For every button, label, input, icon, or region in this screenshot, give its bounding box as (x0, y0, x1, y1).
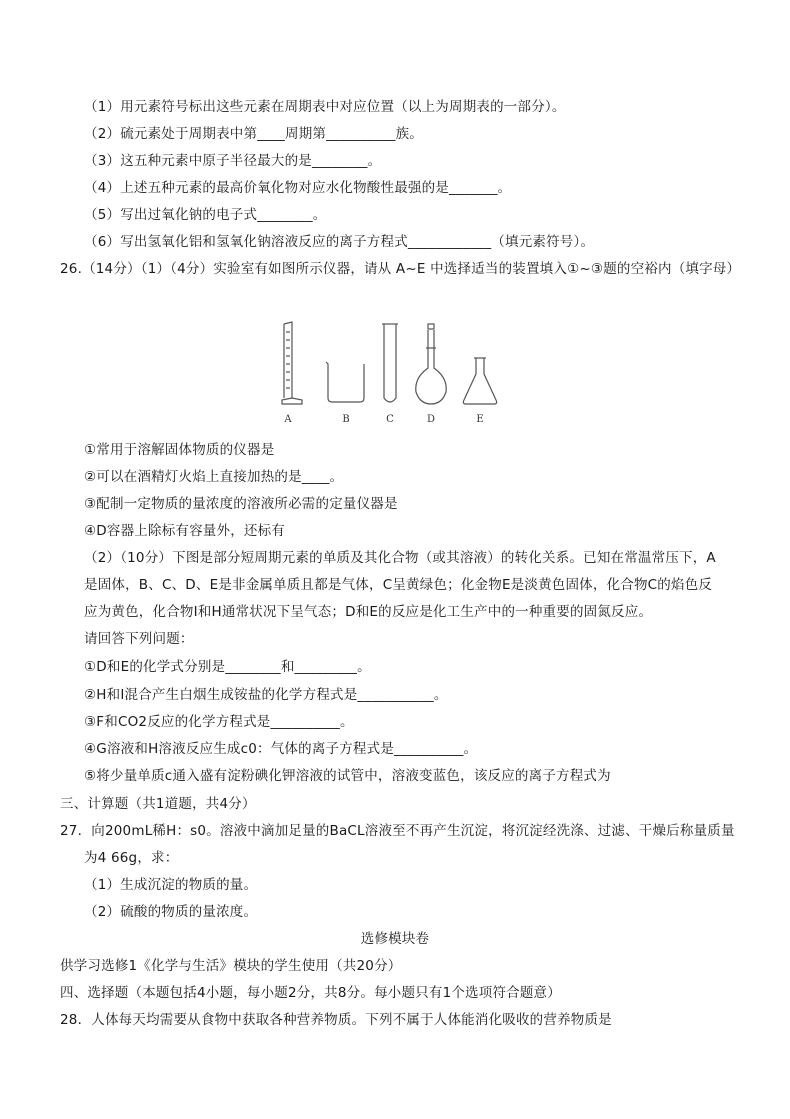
q26-1-item-3: ③配制一定物质的量浓度的溶液所必需的定量仪器是 (84, 496, 398, 512)
test-tube-icon (382, 324, 398, 402)
q26-2-question-4: ④G溶液和H溶液反应生成c0：气体的离子方程式是__________。 (84, 741, 478, 757)
q26-1-item-4: ④D容器上除标有容量外，还标有 (84, 523, 285, 539)
lab-instruments-illustration (280, 318, 510, 428)
q25-part-6: （6）写出氢氧化铝和氢氧化钠溶液反应的离子方程式____________（填元素符号）。 (84, 234, 595, 250)
beaker-icon (326, 362, 364, 402)
q25-part-2: （2）硫元素处于周期表中第____周期第__________族。 (84, 126, 423, 142)
section-3-title: 三、计算题（共1道题，共4分） (60, 796, 256, 812)
q26-2-question-2: ②H和I混合产生白烟生成铵盐的化学方程式是___________。 (84, 687, 448, 703)
q26-2-question-1: ①D和E的化学式分别是________和_________。 (84, 659, 371, 675)
q26-2-text-4: 请回答下列问题： (84, 631, 194, 647)
q25-part-4: （4）上述五种元素的最高价氧化物对应水化物酸性最强的是_______。 (84, 180, 512, 196)
graduated-cylinder-icon (282, 322, 302, 404)
q26-1-item-2: ②可以在酒精灯火焰上直接加热的是____。 (84, 469, 344, 485)
q25-part-3: （3）这五种元素中原子半径最大的是________。 (84, 153, 382, 169)
figure-label-d: D (426, 414, 436, 425)
q26-2-text-1: （2）（10分）下图是部分短周期元素的单质及其化合物（或其溶液）的转化关系。已知在常温常压下，A (84, 550, 716, 566)
q26-2-question-3: ③F和CO2反应的化学方程式是__________。 (84, 714, 354, 730)
q26-2-text-2: 是固体，B、C、D、E是非金属单质且都是气体，C呈黄绿色；化金物E是淡黄色固体，化合物C的焰色反 (84, 577, 713, 593)
q26-header: 26.（14分）（1）（4分）实验室有如图所示仪器，请从 A~E 中选择适当的装置填入①~③题的空裕内（填字母） (60, 261, 741, 277)
q25-part-1: （1）用元素符号标出这些元素在周期表中对应位置（以上为周期表的一部分）。 (84, 99, 566, 115)
q28-text: 28．人体每天均需要从食物中获取各种营养物质。下列不属于人体能消化吸收的营养物质是 (60, 1012, 612, 1028)
q26-2-question-5: ⑤将少量单质c通入盛有淀粉碘化钾溶液的试管中，溶液变蓝色，该反应的离子方程式为 (84, 768, 611, 784)
q27-line-2: 为4 66g，求： (84, 850, 179, 866)
section-4-title: 四、选择题（本题包括4小题，每小题2分，共8分。每小题只有1个选项符合题意） (60, 985, 561, 1001)
figure-label-e: E (476, 414, 484, 425)
q27-line-4: （2）硫酸的物质的量浓度。 (84, 904, 258, 920)
figure-label-a: A (284, 414, 292, 425)
volumetric-flask-icon (416, 324, 447, 404)
elective-subtitle: 供学习选修1《化学与生活》模块的学生使用（共20分） (60, 958, 402, 974)
q26-2-text-3: 应为黄色，化合物I和H通常状况下呈气态；D和E的反应是化工生产中的一种重要的固氮反应。 (84, 604, 653, 620)
glassware-figure (280, 318, 510, 428)
elective-title: 选修模块卷 (360, 931, 430, 947)
conical-flask-icon (463, 358, 496, 404)
q27-line-1: 27．向200mL稀H：s0。溶液中滴加足量的BaCL溶液至不再产生沉淀，将沉淀经洗涤、过滤、干燥后称量质量 (60, 823, 735, 839)
q27-line-3: （1）生成沉淀的物质的量。 (84, 877, 258, 893)
figure-label-c: C (386, 414, 394, 425)
q25-part-5: （5）写出过氧化钠的电子式________。 (84, 207, 327, 223)
q26-1-item-1: ①常用于溶解固体物质的仪器是 (84, 442, 275, 458)
figure-label-b: B (342, 414, 350, 425)
